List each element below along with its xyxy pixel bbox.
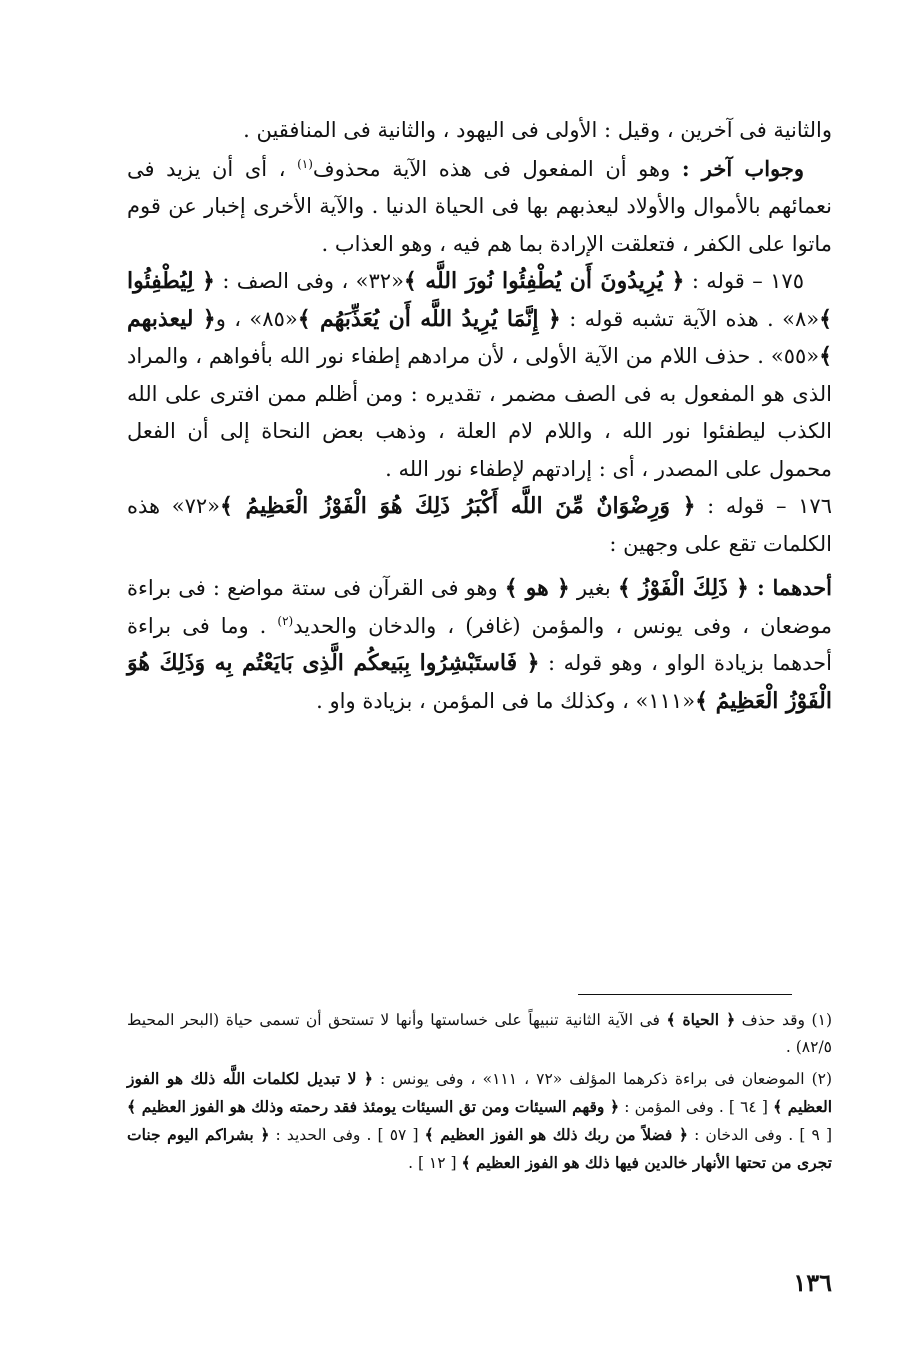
footnote-ref-2: (٢) xyxy=(277,613,294,628)
text-run: ١٧٥ – قوله : xyxy=(684,269,804,293)
quran-verse: ﴿ فَاستَبْشِرُوا بِبَيعكُم الَّذِى بَايَعْتُم بِه وَذَلِكَ هُوَ الْفَوْزُ الْعَظِيمُ ﴾ xyxy=(127,650,832,714)
text-run: وهو فى القرآن فى ستة مواضع : فى براءة موضعان ، وفى يونس ، والمؤمن (غافر) ، والدخان والحديد xyxy=(127,576,833,638)
quran-verse: ﴿ إِنَّمَا يُرِيدُ اللَّه أَن يُعَذِّبَهُم ﴾ xyxy=(297,305,561,332)
text-run: «٨٥» ، و xyxy=(215,306,298,331)
text-run: [ ٦٤ ] . وفى المؤمن : xyxy=(619,1098,774,1116)
footnote-2 xyxy=(127,1065,832,1177)
paragraph-1 xyxy=(127,112,832,150)
text-run: «٨» . هذه الآية تشبه قوله : xyxy=(560,306,820,331)
quran-verse: ﴿ لا تبديل لكلمات اللَّه ذلك هو الفوز العظيم ﴾ xyxy=(127,1069,833,1116)
footnote-1 xyxy=(127,1006,832,1061)
text-run: بغير xyxy=(569,576,618,600)
quran-verse: ﴿ وقهم السيئات ومن تق السيئات يومئذ فقد رحمته وذلك هو الفوز العظيم ﴾ xyxy=(127,1097,620,1116)
quran-verse: ﴿ فضلاً من ربك ذلك هو الفوز العظيم ﴾ xyxy=(424,1125,688,1144)
paragraph-176 xyxy=(127,488,832,563)
text-run: ١٧٦ – قوله : xyxy=(695,494,832,518)
quran-verse: ﴿ لِيُطْفِئُوا ﴾ xyxy=(127,268,833,332)
text-run: [ ٥٧ ] . وفى الحديد : xyxy=(269,1126,425,1144)
text-run: «١١١» ، وكذلك ما فى المؤمن ، بزيادة واو . xyxy=(316,688,696,713)
footnotes xyxy=(127,1006,832,1181)
quran-verse: ﴿ ذَلِكَ الْفَوْزُ ﴾ xyxy=(617,575,758,601)
text-run: والثانية فى آخرين ، وقيل : الأولى فى اليهود ، والثانية فى المنافقين . xyxy=(243,118,832,142)
main-text xyxy=(127,112,832,720)
quran-verse: ﴿ هو ﴾ xyxy=(504,575,570,601)
footnote-separator xyxy=(578,994,792,995)
text-run: «٧٢» هذه الكلمات تقع على وجهين : xyxy=(127,494,832,556)
text-run: ، أى أن يزيد فى نعمائهم بالأموال والأولاد ليعذبهم بها فى الحياة الدنيا . والآية الأخرى إخبار عن قوم ماتوا على الكفر ، فتعلقت الإرادة بما هم فيه ، وهو العذاب . xyxy=(127,156,832,256)
quran-verse: ﴿ ليعذبهم ﴾ xyxy=(127,305,832,369)
paragraph-lead: أحدهما : xyxy=(757,575,832,600)
text-run: فى الآية الثانية تنبيهاً على خساستها وأنها لا تستحق أن تسمى حياة (البحر المحيط ٨٢/٥) . xyxy=(127,1011,832,1056)
text-run: [ ٩ ] . وفى الدخان : xyxy=(687,1126,832,1144)
paragraph-175 xyxy=(127,263,832,488)
page-number: ١٣٦ xyxy=(793,1268,832,1297)
text-run: [ ١٢ ] . xyxy=(408,1154,462,1172)
footnote-ref-1: (١) xyxy=(297,156,313,171)
paragraph-lead: وجواب آخر : xyxy=(681,155,804,181)
quran-verse: ﴿ يُرِيدُونَ أَن يُطْفِئُوا نُورَ اللَّه ﴾ xyxy=(403,268,685,294)
text-run: وهو أن المفعول فى هذه الآية محذوف xyxy=(312,156,682,181)
quran-verse: ﴿ بشراكم اليوم جنات تجرى من تحتها الأنهار خالدين فيها ذلك هو الفوز العظيم ﴾ xyxy=(127,1125,832,1172)
text-run: (١) وقد حذف xyxy=(735,1011,832,1029)
quran-verse: ﴿ وَرِضْوَانٌ مِّنَ اللَّه أَكْبَرُ ذَلِكَ هُوَ الْفَوْزُ الْعَظِيمُ ﴾ xyxy=(220,493,696,519)
paragraph-2 xyxy=(127,150,832,264)
text-run: . وما فى براءة أحدهما بزيادة الواو ، وهو قوله : xyxy=(127,613,832,675)
text-run: (٢) الموضعان فى براءة ذكرهما المؤلف «٧٢ ، ١١١» ، وفى يونس : xyxy=(373,1070,833,1088)
text-run: «٥٥» . حذف اللام من الآية الأولى ، لأن مرادهم إطفاء نور الله بأفواهم ، والمراد الذى هو المفعول به فى الصف مضمر ، تقديره : ومن أظلم ممن افترى على الله الكذب ليطفئوا نور الله ، واللام لام العلة ، وذهب بعض النحاة إلى أن الفعل محمول على المصدر ، أى : إرادتهم لإطفاء نور الله . xyxy=(127,344,832,481)
paragraph-first-aspect xyxy=(127,569,832,720)
text-run: «٣٢» ، وفى الصف : xyxy=(214,269,404,293)
quran-verse: ﴿ الحياة ﴾ xyxy=(666,1010,736,1029)
